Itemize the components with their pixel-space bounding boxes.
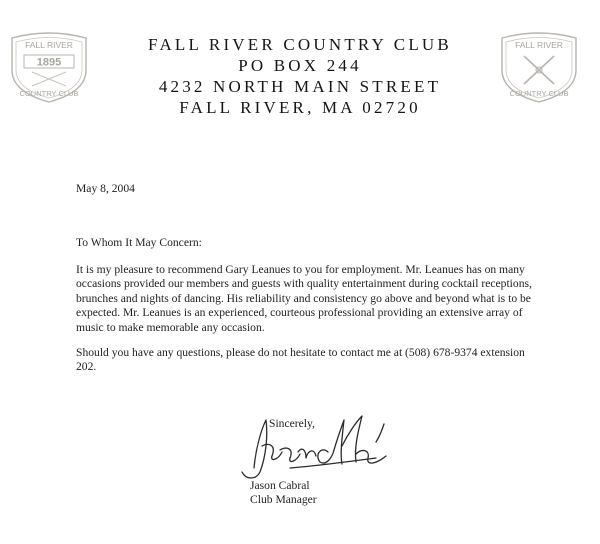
- crest-bottom-text: COUNTRY CLUB: [19, 89, 79, 98]
- letterhead: [0, 34, 600, 118]
- street-address: 4232 NORTH MAIN STREET: [158, 77, 442, 96]
- crest-top-text: FALL RIVER: [515, 40, 563, 50]
- signer-name: Jason Cabral: [250, 479, 310, 492]
- letter-date: May 8, 2004: [76, 182, 135, 195]
- handwritten-signature: [236, 406, 396, 486]
- club-name: FALL RIVER COUNTRY CLUB: [148, 35, 452, 54]
- signature-graphic: [236, 406, 396, 486]
- signer-title: Club Manager: [250, 493, 317, 506]
- crest-top-text: FALL RIVER: [25, 40, 73, 50]
- city-state-zip: FALL RIVER, MA 02720: [179, 98, 421, 117]
- salutation: To Whom It May Concern:: [76, 236, 202, 249]
- crest-year: 1895: [36, 56, 62, 69]
- po-box: PO BOX 244: [238, 56, 362, 75]
- body-paragraph-2: Should you have any questions, please do not hesitate to contact me at (508) 678-9374 extension 202.: [76, 346, 525, 374]
- body-paragraph-1: It is my pleasure to recommend Gary Leanues to you for employment. Mr. Leanues has on many occasions provided our members and guests with quality entertainment during cocktail receptions, brunches and nights of dancing. His reliability and consistency go above and beyond what is to be expected. Mr. Leanues is an experienced, courteous professional providing an extensive array of music to make memorable any occasion.: [76, 263, 532, 334]
- crest-bottom-text: COUNTRY CLUB: [509, 89, 569, 98]
- closing: Sincerely,: [269, 417, 315, 430]
